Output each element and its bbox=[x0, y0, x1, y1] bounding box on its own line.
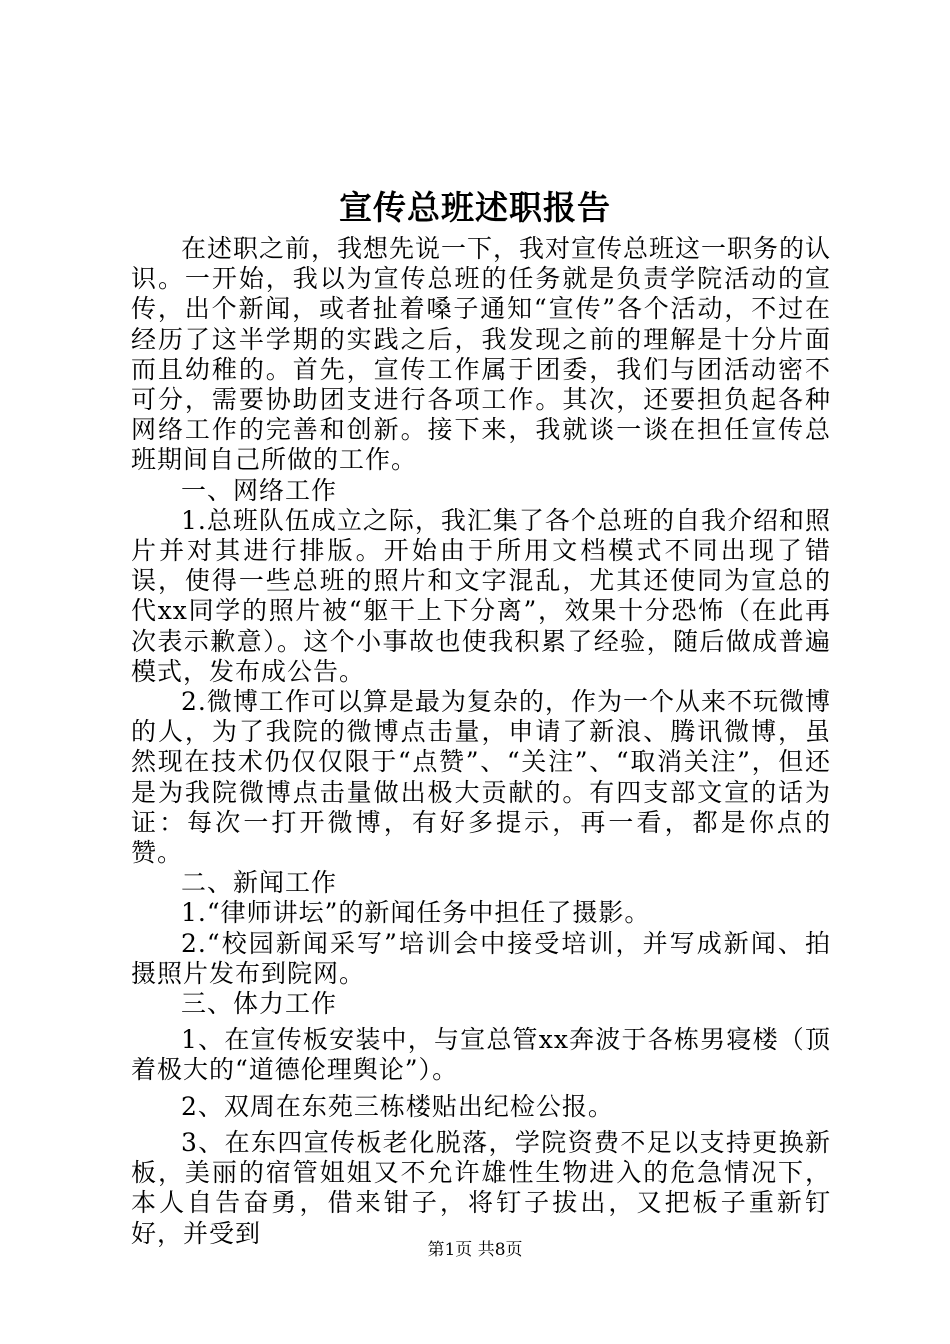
paragraph-news-2: 2.“校园新闻采写”培训会中接受培训，并写成新闻、拍摄照片发布到院网。 bbox=[131, 928, 831, 988]
document-title: 宣传总班述职报告 bbox=[339, 188, 611, 227]
document-body bbox=[131, 234, 831, 1249]
paragraph-physical-2: 2、双周在东苑三栋楼贴出纪检公报。 bbox=[181, 1091, 614, 1121]
paragraph-physical-1: 1、在宣传板安装中，与宣总管xx奔波于各栋男寝楼（顶着极大的“道德伦理舆论”）。 bbox=[131, 1025, 831, 1085]
section-heading-news: 二、新闻工作 bbox=[181, 868, 338, 898]
paragraph-network-2: 2.微博工作可以算是最为复杂的，作为一个从来不玩微博的人，为了我院的微博点击量，申请了新浪、腾讯微博，虽然现在技术仍仅仅限于“点赞”、“关注”、“取消关注”，但还是为我院微博点击量做出极大贡献的。有四支部文宣的话为证：每次一打开微博，有好多提示，再一看，都是你点的赞。 bbox=[131, 687, 831, 868]
paragraph-news-1: 1.“律师讲坛”的新闻任务中担任了摄影。 bbox=[181, 898, 651, 928]
page-footer: 第1页 共8页 bbox=[427, 1240, 523, 1260]
paragraph-physical-3: 3、在东四宣传板老化脱落，学院资费不足以支持更换新板，美丽的宿管姐姐又不允许雄性生物进入的危急情况下，本人自告奋勇，借来钳子，将钉子拔出，又把板子重新钉好，并受到 bbox=[131, 1127, 831, 1248]
section-heading-physical: 三、体力工作 bbox=[181, 989, 338, 1019]
paragraph-intro: 在述职之前，我想先说一下，我对宣传总班这一职务的认识。一开始，我以为宣传总班的任务就是负责学院活动的宣传，出个新闻，或者扯着嗓子通知“宣传”各个活动，不过在经历了这半学期的实践之后，我发现之前的理解是十分片面而且幼稚的。首先，宣传工作属于团委，我们与团活动密不可分，需要协助团支进行各项工作。其次，还要担负起各种网络工作的完善和创新。接下来，我就谈一谈在担任宣传总班期间自己所做的工作。 bbox=[131, 234, 832, 475]
paragraph-network-1: 1.总班队伍成立之际，我汇集了各个总班的自我介绍和照片并对其进行排版。开始由于所用文档模式不同出现了错误，使得一些总班的照片和文字混乱，尤其还使同为宣总的代xx同学的照片被“躯干上下分离”，效果十分恐怖（在此再次表示歉意）。这个小事故也使我积累了经验，随后做成普遍模式，发布成公告。 bbox=[131, 505, 831, 686]
section-heading-network: 一、网络工作 bbox=[181, 475, 338, 505]
